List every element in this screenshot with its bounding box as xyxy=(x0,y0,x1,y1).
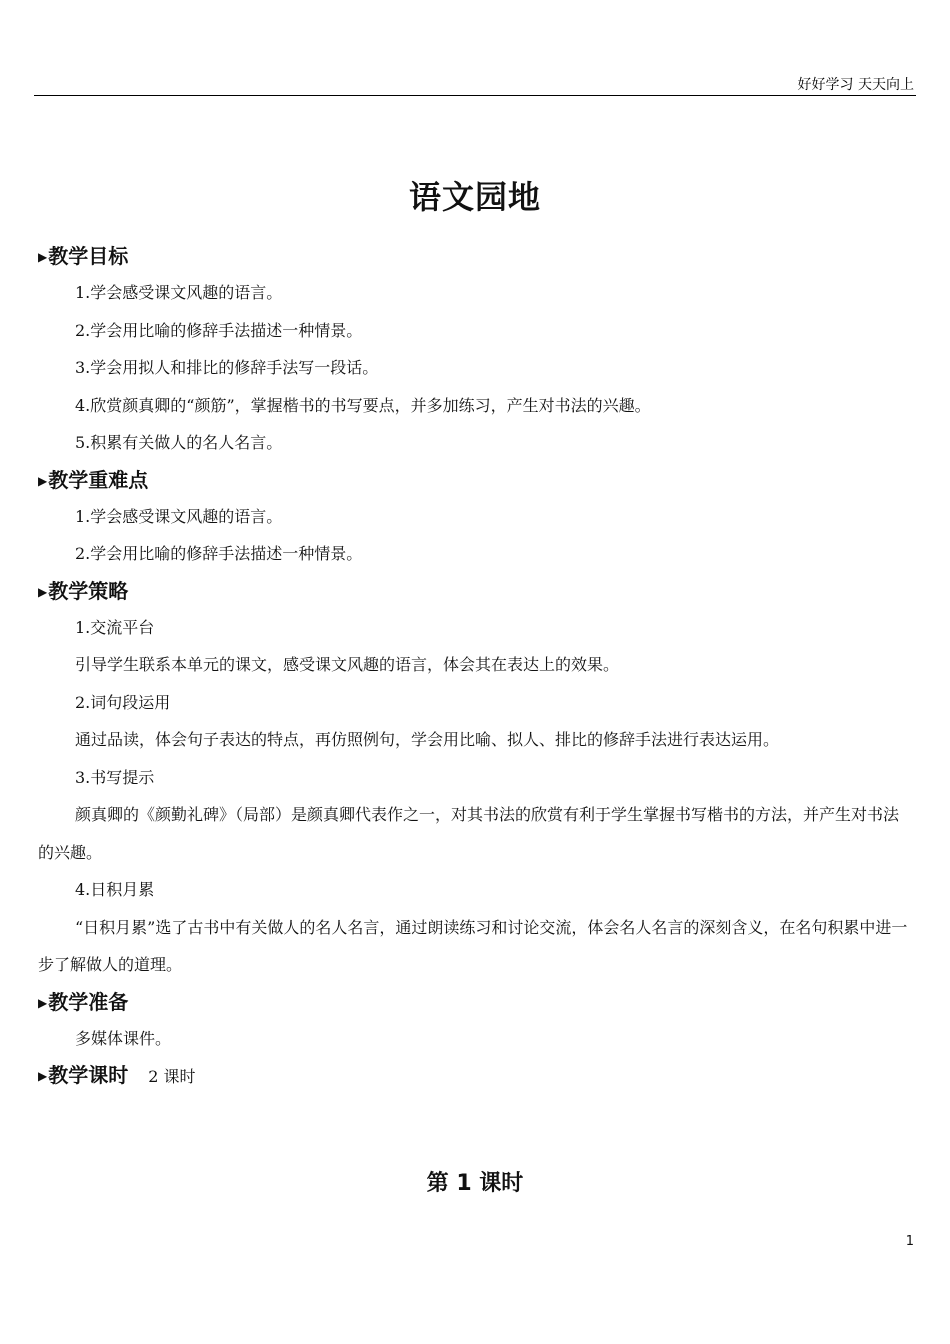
strategy-subheading: 1.交流平台 xyxy=(75,617,155,637)
page-title: 语文园地 xyxy=(408,178,541,216)
section-heading-preparation: ▶教学准备 xyxy=(38,989,129,1014)
section-heading-strategy: ▶教学策略 xyxy=(38,578,129,603)
strategy-subheading: 2.词句段运用 xyxy=(75,692,171,712)
strategy-subheading: 3.书写提示 xyxy=(75,767,155,787)
hours-value: 2 课时 xyxy=(148,1067,196,1086)
objective-item: 5.积累有关做人的名人名言。 xyxy=(75,433,283,452)
section-heading-key-points: ▶教学重难点 xyxy=(38,467,149,492)
section-heading-objectives: ▶教学目标 xyxy=(38,244,129,268)
triangle-bullet-icon: ▶ xyxy=(38,995,48,1010)
triangle-bullet-icon: ▶ xyxy=(38,584,48,599)
strategy-paragraph: 引导学生联系本单元的课文，感受课文风趣的语言，体会其在表达上的效果。 xyxy=(75,655,620,674)
key-point-item: 2.学会用比喻的修辞手法描述一种情景。 xyxy=(75,544,363,563)
lesson-heading: 第 1 课时 xyxy=(426,1171,524,1196)
objective-item: 4.欣赏颜真卿的“颜筋”，掌握楷书的书写要点，并多加练习，产生对书法的兴趣。 xyxy=(75,395,651,415)
strategy-paragraph: “日积月累”选了古书中有关做人的名人名言，通过朗读练习和讨论交流，体会名人名言的深刻含义，在名句积累中进一步了解做人的道理。 xyxy=(38,917,908,974)
triangle-bullet-icon: ▶ xyxy=(38,473,48,488)
header-motto: 好好学习 天天向上 xyxy=(797,77,914,93)
key-point-item: 1.学会感受课文风趣的语言。 xyxy=(75,506,283,526)
strategy-paragraph: 颜真卿的《颜勤礼碑》（局部）是颜真卿代表作之一，对其书法的欣赏有利于学生掌握书写楷书的方法，并产生对书法的兴趣。 xyxy=(38,805,900,862)
strategy-paragraph: 通过品读，体会句子表达的特点，再仿照例句，学会用比喻、拟人、排比的修辞手法进行表达运用。 xyxy=(75,730,780,749)
triangle-bullet-icon: ▶ xyxy=(38,250,48,264)
section-heading-hours: ▶教学课时 2 课时 xyxy=(38,1063,196,1087)
triangle-bullet-icon: ▶ xyxy=(38,1069,48,1083)
page-number: 1 xyxy=(905,1234,914,1249)
objective-item: 3.学会用拟人和排比的修辞手法写一段话。 xyxy=(75,358,379,377)
document-body xyxy=(38,238,912,1093)
header-divider xyxy=(34,95,916,96)
objective-item: 1.学会感受课文风趣的语言。 xyxy=(75,283,283,302)
preparation-item: 多媒体课件。 xyxy=(75,1028,172,1048)
objective-item: 2.学会用比喻的修辞手法描述一种情景。 xyxy=(75,320,363,340)
strategy-subheading: 4.日积月累 xyxy=(75,880,155,899)
